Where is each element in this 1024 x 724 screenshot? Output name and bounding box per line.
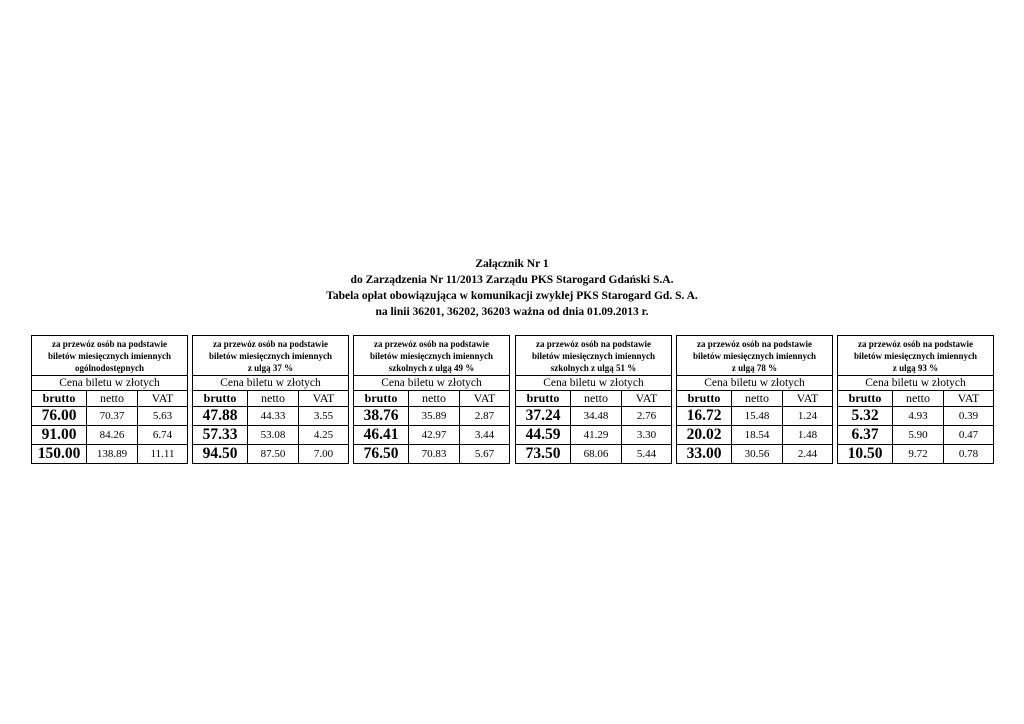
fare-table-title: Tabela opłat obowiązująca w komunikacji zwykłej PKS Starogard Gd. S. A. bbox=[326, 290, 698, 302]
column-header-brutto: brutto bbox=[838, 391, 893, 406]
caption-line: biletów miesięcznych imiennych bbox=[48, 350, 171, 361]
brutto-price: 46.41 bbox=[354, 426, 409, 444]
brutto-price: 76.00 bbox=[32, 407, 87, 425]
vat-amount: 3.30 bbox=[636, 429, 657, 441]
fare-table-caption bbox=[193, 336, 348, 376]
netto-price: 138.89 bbox=[87, 445, 138, 463]
table-row bbox=[193, 426, 348, 445]
caption-line: za przewóz osób na podstawie bbox=[374, 338, 489, 349]
brutto-price: 150.00 bbox=[32, 445, 87, 463]
fare-tables bbox=[31, 335, 999, 465]
caption-line: z ulgą 37 % bbox=[247, 362, 294, 373]
price-label: Cena biletu w złotych bbox=[516, 376, 671, 391]
netto-price: 4.93 bbox=[893, 407, 944, 425]
netto-price: 53.08 bbox=[248, 426, 299, 444]
vat-amount: 0.39 bbox=[958, 410, 979, 422]
column-header-netto: netto bbox=[732, 391, 783, 406]
column-header-row bbox=[516, 391, 671, 407]
caption-line: szkolnych z ulgą 49 % bbox=[388, 362, 475, 373]
column-header-brutto: brutto bbox=[516, 391, 571, 406]
brutto-price: 94.50 bbox=[193, 445, 248, 463]
brutto-price: 37.24 bbox=[516, 407, 571, 425]
column-header-vat: VAT bbox=[957, 391, 980, 405]
column-header-vat: VAT bbox=[796, 391, 819, 405]
annex-title: Załącznik Nr 1 bbox=[475, 258, 549, 270]
caption-line: biletów miesięcznych imiennych bbox=[693, 350, 816, 361]
column-header-netto: netto bbox=[248, 391, 299, 406]
column-header-brutto: brutto bbox=[193, 391, 248, 406]
fare-table bbox=[192, 335, 349, 464]
netto-price: 70.37 bbox=[87, 407, 138, 425]
column-header-row bbox=[193, 391, 348, 407]
netto-price: 68.06 bbox=[571, 445, 622, 463]
column-header-vat: VAT bbox=[312, 391, 335, 405]
table-row bbox=[193, 407, 348, 426]
netto-price: 30.56 bbox=[732, 445, 783, 463]
table-row bbox=[516, 445, 671, 463]
table-row bbox=[193, 445, 348, 463]
caption-line: za przewóz osób na podstawie bbox=[697, 338, 812, 349]
brutto-price: 10.50 bbox=[838, 445, 893, 463]
netto-price: 42.97 bbox=[409, 426, 460, 444]
column-header-netto: netto bbox=[87, 391, 138, 406]
column-header-row bbox=[838, 391, 993, 407]
table-row bbox=[677, 445, 832, 463]
column-header-netto: netto bbox=[409, 391, 460, 406]
fare-table bbox=[515, 335, 672, 464]
table-row bbox=[32, 445, 187, 463]
validity-line: na linii 36201, 36202, 36203 ważna od dnia 01.09.2013 r. bbox=[375, 306, 649, 318]
vat-amount: 0.47 bbox=[958, 429, 979, 441]
column-header-row bbox=[677, 391, 832, 407]
brutto-price: 33.00 bbox=[677, 445, 732, 463]
caption-line: biletów miesięcznych imiennych bbox=[370, 350, 493, 361]
table-row bbox=[838, 445, 993, 463]
caption-line: biletów miesięcznych imiennych bbox=[532, 350, 655, 361]
vat-amount: 3.44 bbox=[474, 429, 495, 441]
price-label: Cena biletu w złotych bbox=[677, 376, 832, 391]
vat-amount: 2.87 bbox=[474, 410, 495, 422]
caption-line: za przewóz osób na podstawie bbox=[536, 338, 651, 349]
fare-table bbox=[353, 335, 510, 464]
caption-line: za przewóz osób na podstawie bbox=[858, 338, 973, 349]
brutto-price: 57.33 bbox=[193, 426, 248, 444]
table-row bbox=[677, 426, 832, 445]
column-header-row bbox=[354, 391, 509, 407]
price-label: Cena biletu w złotych bbox=[32, 376, 187, 391]
brutto-price: 20.02 bbox=[677, 426, 732, 444]
netto-price: 34.48 bbox=[571, 407, 622, 425]
table-row bbox=[32, 426, 187, 445]
caption-line: z ulgą 78 % bbox=[731, 362, 778, 373]
caption-line: za przewóz osób na podstawie bbox=[52, 338, 167, 349]
brutto-price: 73.50 bbox=[516, 445, 571, 463]
netto-price: 5.90 bbox=[893, 426, 944, 444]
netto-price: 35.89 bbox=[409, 407, 460, 425]
fare-table bbox=[676, 335, 833, 464]
caption-line: za przewóz osób na podstawie bbox=[213, 338, 328, 349]
caption-line: z ulgą 93 % bbox=[892, 362, 939, 373]
column-header-netto: netto bbox=[893, 391, 944, 406]
brutto-price: 44.59 bbox=[516, 426, 571, 444]
vat-amount: 2.76 bbox=[636, 410, 657, 422]
price-label: Cena biletu w złotych bbox=[193, 376, 348, 391]
vat-amount: 1.24 bbox=[797, 410, 818, 422]
caption-line: biletów miesięcznych imiennych bbox=[854, 350, 977, 361]
netto-price: 84.26 bbox=[87, 426, 138, 444]
table-row bbox=[677, 407, 832, 426]
column-header-vat: VAT bbox=[473, 391, 496, 405]
column-header-brutto: brutto bbox=[677, 391, 732, 406]
column-header-row bbox=[32, 391, 187, 407]
fare-table-caption bbox=[838, 336, 993, 376]
document-heading bbox=[0, 256, 1024, 320]
vat-amount: 5.44 bbox=[636, 448, 657, 460]
vat-amount: 5.63 bbox=[152, 410, 173, 422]
brutto-price: 6.37 bbox=[838, 426, 893, 444]
table-row bbox=[354, 407, 509, 426]
brutto-price: 47.88 bbox=[193, 407, 248, 425]
vat-amount: 6.74 bbox=[152, 429, 173, 441]
table-row bbox=[32, 407, 187, 426]
vat-amount: 4.25 bbox=[313, 429, 334, 441]
netto-price: 18.54 bbox=[732, 426, 783, 444]
table-row bbox=[516, 407, 671, 426]
price-label: Cena biletu w złotych bbox=[354, 376, 509, 391]
brutto-price: 91.00 bbox=[32, 426, 87, 444]
fare-table bbox=[837, 335, 994, 464]
column-header-brutto: brutto bbox=[354, 391, 409, 406]
vat-amount: 7.00 bbox=[313, 448, 334, 460]
brutto-price: 16.72 bbox=[677, 407, 732, 425]
fare-table-caption bbox=[32, 336, 187, 376]
brutto-price: 5.32 bbox=[838, 407, 893, 425]
brutto-price: 76.50 bbox=[354, 445, 409, 463]
caption-line: ogólnodostępnych bbox=[74, 362, 145, 373]
netto-price: 15.48 bbox=[732, 407, 783, 425]
fare-table bbox=[31, 335, 188, 464]
fare-table-caption bbox=[677, 336, 832, 376]
column-header-brutto: brutto bbox=[32, 391, 87, 406]
brutto-price: 38.76 bbox=[354, 407, 409, 425]
column-header-vat: VAT bbox=[635, 391, 658, 405]
vat-amount: 1.48 bbox=[797, 429, 818, 441]
netto-price: 70.83 bbox=[409, 445, 460, 463]
column-header-netto: netto bbox=[571, 391, 622, 406]
vat-amount: 5.67 bbox=[474, 448, 495, 460]
table-row bbox=[354, 445, 509, 463]
price-label: Cena biletu w złotych bbox=[838, 376, 993, 391]
netto-price: 87.50 bbox=[248, 445, 299, 463]
fare-table-caption bbox=[354, 336, 509, 376]
vat-amount: 3.55 bbox=[313, 410, 334, 422]
caption-line: szkolnych z ulgą 51 % bbox=[550, 362, 637, 373]
netto-price: 44.33 bbox=[248, 407, 299, 425]
vat-amount: 2.44 bbox=[797, 448, 818, 460]
vat-amount: 11.11 bbox=[150, 448, 175, 460]
caption-line: biletów miesięcznych imiennych bbox=[209, 350, 332, 361]
vat-amount: 0.78 bbox=[958, 448, 979, 460]
netto-price: 41.29 bbox=[571, 426, 622, 444]
regulation-reference: do Zarządzenia Nr 11/2013 Zarządu PKS Starogard Gdański S.A. bbox=[350, 274, 674, 286]
fare-table-caption bbox=[516, 336, 671, 376]
table-row bbox=[516, 426, 671, 445]
netto-price: 9.72 bbox=[893, 445, 944, 463]
table-row bbox=[354, 426, 509, 445]
table-row bbox=[838, 426, 993, 445]
table-row bbox=[838, 407, 993, 426]
column-header-vat: VAT bbox=[151, 391, 174, 405]
